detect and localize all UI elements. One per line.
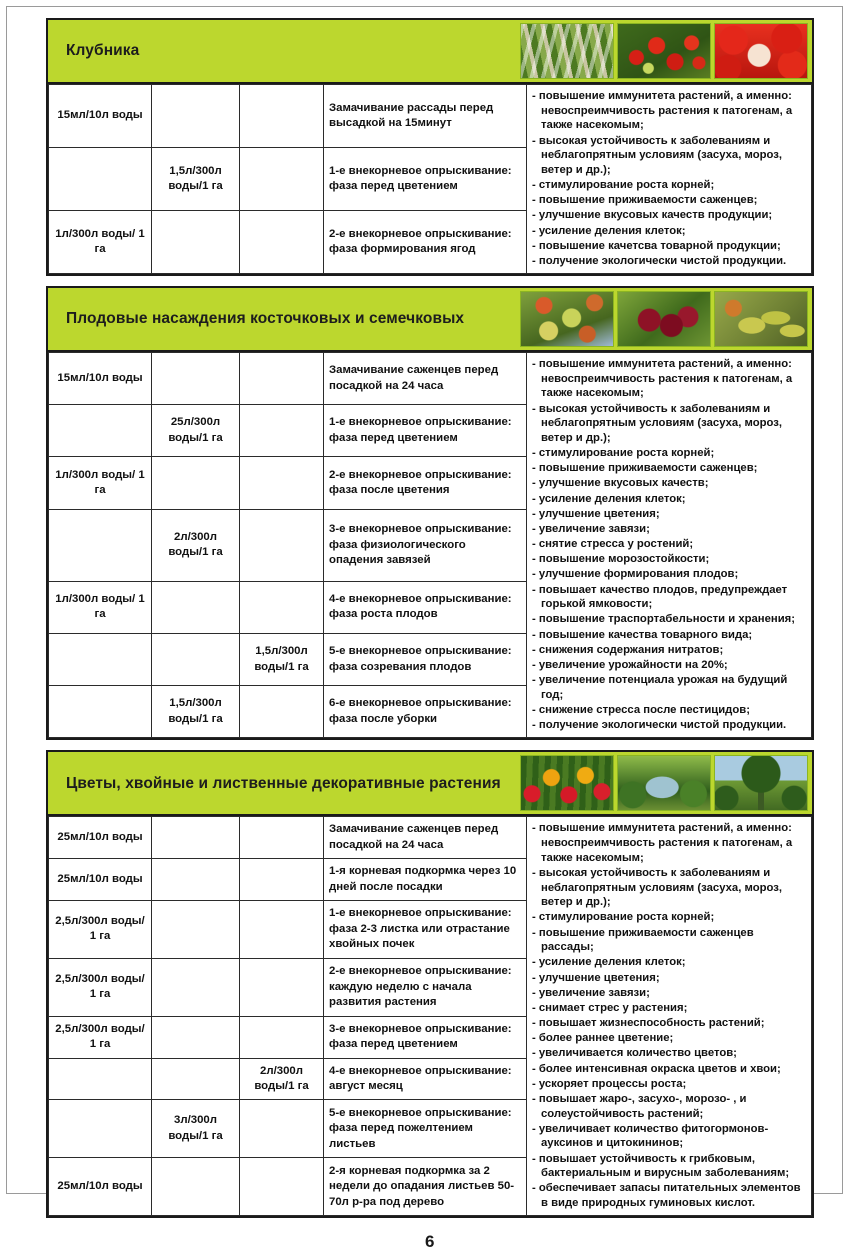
phase-cell: 4-е внекорневое опрыскивание: август месяц xyxy=(324,1058,527,1100)
conifer-garden-photo xyxy=(617,755,711,811)
benefit-item: - высокая устойчивость к заболеваниям и неблагопрятным условиям (засуха, мороз, ветер и др.); xyxy=(532,134,782,176)
benefit-item: - высокая устойчивость к заболеваниям и неблагопрятным условиям (засуха, мороз, ветер и др.); xyxy=(532,866,782,909)
sections-container xyxy=(46,18,814,1218)
benefit-item: - повышение иммунитета растений, а именно: невоспреимчивость растения к патогенам, а также насекомым; xyxy=(532,90,793,132)
benefit-item: - повышение иммунитета растений, а именно: невоспреимчивость растения к патогенам, а также насекомым; xyxy=(532,358,793,400)
benefit-item: - более интенсивная окраска цветов и хвои; xyxy=(532,1062,781,1075)
dose-col-1-cell: 1л/300л воды/ 1 га xyxy=(49,581,152,633)
benefit-item: - повышение траспортабельности и хранения; xyxy=(532,613,796,626)
benefits-list xyxy=(532,821,806,1210)
dose-col-1-cell xyxy=(49,686,152,738)
phase-cell: 1-е внекорневое опрыскивание: фаза 2-3 листка или отрастание хвойных почек xyxy=(324,900,527,958)
dose-col-2-cell: 1,5л/300л воды/1 га xyxy=(152,148,240,211)
dose-col-3-cell xyxy=(240,509,324,581)
benefit-item: - стимулирование роста корней; xyxy=(532,179,715,192)
dose-col-3-cell xyxy=(240,353,324,405)
dose-col-3-cell xyxy=(240,817,324,859)
section-header-fruit-trees xyxy=(48,288,812,352)
phase-cell: 2-е внекорневое опрыскивание: фаза после цветения xyxy=(324,457,527,509)
phase-cell: 2-е внекорневое опрыскивание: фаза формирования ягод xyxy=(324,211,527,274)
benefit-item: - улучшение вкусовых качеств продукции; xyxy=(532,209,773,222)
phase-cell: Замачивание саженцев перед посадкой на 24 часа xyxy=(324,817,527,859)
dose-col-1-cell: 2,5л/300л воды/ 1 га xyxy=(49,900,152,958)
benefit-item: - ускоряет процессы роста; xyxy=(532,1077,687,1090)
strawberry-field-photo xyxy=(520,23,614,79)
table-row xyxy=(49,817,812,859)
dose-col-3-cell: 2л/300л воды/1 га xyxy=(240,1058,324,1100)
benefit-item: - увеличение урожайности на 20%; xyxy=(532,659,728,671)
dose-col-2-cell xyxy=(152,900,240,958)
dose-col-2-cell: 3л/300л воды/1 га xyxy=(152,1100,240,1158)
dose-col-3-cell xyxy=(240,958,324,1016)
dose-col-3-cell xyxy=(240,1158,324,1216)
benefit-item: - повышение качества товарного вида; xyxy=(532,628,753,641)
treatment-table-flowers-conifers xyxy=(48,816,812,1216)
phase-cell: 2-е внекорневое опрыскивание: каждую неделю с начала развития растения xyxy=(324,958,527,1016)
benefit-item: - повышение иммунитета растений, а именно: невоспреимчивость растения к патогенам, а также насекомым; xyxy=(532,822,793,864)
benefit-item: - повышает жизнеспособность растений; xyxy=(532,1017,765,1030)
dose-col-3-cell xyxy=(240,900,324,958)
dose-col-2-cell xyxy=(152,1058,240,1100)
dose-col-3-cell: 1,5л/300л воды/1 га xyxy=(240,634,324,686)
apple-tree-photo xyxy=(520,291,614,347)
section-title: Плодовые насаждения косточковых и семечковых xyxy=(66,310,465,328)
benefit-item: - повышает жаро-, засухо-, морозо- , и солеустойчивость растений; xyxy=(532,1092,747,1120)
benefit-item: - повышение приживаемости саженцев рассады; xyxy=(532,926,754,954)
benefit-item: - улучшение цветения; xyxy=(532,971,660,984)
benefits-list xyxy=(532,357,806,733)
page-content xyxy=(46,18,814,1252)
phase-cell: Замачивание саженцев перед посадкой на 24 часа xyxy=(324,353,527,405)
benefit-item: - увеличение потенциала урожая на будущий год; xyxy=(532,674,788,701)
benefit-item: - снижения содержания нитратов; xyxy=(532,643,724,656)
topiary-photo xyxy=(714,755,808,811)
dose-col-3-cell xyxy=(240,457,324,509)
phase-cell: 2-я корневая подкормка за 2 недели до опадания листьев 50-70л р-ра под дерево xyxy=(324,1158,527,1216)
dose-col-2-cell xyxy=(152,353,240,405)
benefit-item: - усиление деления клеток; xyxy=(532,224,686,237)
section-title: Цветы, хвойные и лиственные декоративные растения xyxy=(66,774,501,792)
phase-cell: 4-е внекорневое опрыскивание: фаза роста плодов xyxy=(324,581,527,633)
dose-col-3-cell xyxy=(240,1100,324,1158)
dose-col-1-cell: 2,5л/300л воды/ 1 га xyxy=(49,1016,152,1058)
dose-col-1-cell xyxy=(49,148,152,211)
benefit-item: - улучшение цветения; xyxy=(532,507,660,520)
benefit-item: - получение экологически чистой продукции. xyxy=(532,719,787,732)
benefits-cell xyxy=(527,817,812,1216)
dose-col-1-cell: 1л/300л воды/ 1 га xyxy=(49,211,152,274)
treatment-table-strawberry xyxy=(48,84,812,274)
benefit-item: - повышает устойчивость к грибковым, бактериальным и вирусным заболеваниям; xyxy=(532,1152,790,1180)
cherry-photo xyxy=(617,291,711,347)
benefits-cell xyxy=(527,353,812,738)
dose-col-1-cell xyxy=(49,405,152,457)
table-row xyxy=(49,85,812,148)
phase-cell: 3-е внекорневое опрыскивание: фаза физиологического опадения завязей xyxy=(324,509,527,581)
dose-col-3-cell xyxy=(240,1016,324,1058)
benefit-item: - повышает качество плодов, предупреждает горькой ямковости; xyxy=(532,583,788,611)
phase-cell: 6-е внекорневое опрыскивание: фаза после уборки xyxy=(324,686,527,738)
section-photo-strip xyxy=(520,288,812,350)
phase-cell: 5-е внекорневое опрыскивание: фаза перед пожелтением листьев xyxy=(324,1100,527,1158)
dose-col-1-cell: 25мл/10л воды xyxy=(49,817,152,859)
dose-col-1-cell: 1л/300л воды/ 1 га xyxy=(49,457,152,509)
benefit-item: - снятие стресса у ростений; xyxy=(532,538,694,551)
dose-col-2-cell xyxy=(152,634,240,686)
benefit-item: - высокая устойчивость к заболеваниям и неблагопрятным условиям (засуха, мороз, ветер и др.); xyxy=(532,402,782,444)
section-photo-strip xyxy=(520,752,812,814)
benefit-item: - обеспечивает запасы питательных элементов в виде природных гуминовых кислот. xyxy=(532,1182,801,1210)
tulips-photo xyxy=(520,755,614,811)
treatment-table-fruit-trees xyxy=(48,352,812,738)
benefit-item: - улучшение формирования плодов; xyxy=(532,568,739,581)
dose-col-3-cell xyxy=(240,581,324,633)
benefit-item: - усиление деления клеток; xyxy=(532,956,686,969)
dose-col-2-cell xyxy=(152,958,240,1016)
phase-cell: 3-е внекорневое опрыскивание: фаза перед цветением xyxy=(324,1016,527,1058)
benefit-item: - стимулирование роста корней; xyxy=(532,447,715,460)
dose-col-2-cell: 2л/300л воды/1 га xyxy=(152,509,240,581)
dose-col-3-cell xyxy=(240,85,324,148)
benefit-item: - повышение качетсва товарной продукции; xyxy=(532,239,781,252)
dose-col-2-cell xyxy=(152,817,240,859)
dose-col-2-cell xyxy=(152,1158,240,1216)
page-number: 6 xyxy=(425,1232,435,1252)
dose-col-2-cell xyxy=(152,85,240,148)
dose-col-3-cell xyxy=(240,686,324,738)
phase-cell: Замачивание рассады перед высадкой на 15минут xyxy=(324,85,527,148)
benefit-item: - увеличивает количество фитогормонов-ауксинов и цитокининов; xyxy=(532,1122,769,1150)
dose-col-2-cell xyxy=(152,211,240,274)
benefit-item: - увеличение завязи; xyxy=(532,522,650,535)
benefit-item: - повышение приживаемости саженцев; xyxy=(532,194,758,207)
section-header-flowers-conifers xyxy=(48,752,812,816)
dose-col-2-cell: 1,5л/300л воды/1 га xyxy=(152,686,240,738)
dose-col-1-cell xyxy=(49,634,152,686)
benefit-item: - снимает стрес у растения; xyxy=(532,1001,688,1014)
benefits-list xyxy=(532,89,806,269)
dose-col-3-cell xyxy=(240,148,324,211)
phase-cell: 1-е внекорневое опрыскивание: фаза перед цветением xyxy=(324,405,527,457)
dose-col-1-cell: 15мл/10л воды xyxy=(49,353,152,405)
dose-col-1-cell xyxy=(49,1100,152,1158)
dose-col-2-cell xyxy=(152,581,240,633)
dose-col-2-cell xyxy=(152,457,240,509)
phase-cell: 1-я корневая подкормка через 10 дней после посадки xyxy=(324,859,527,901)
section-photo-strip xyxy=(520,20,812,82)
section-header-strawberry xyxy=(48,20,812,84)
dose-col-3-cell xyxy=(240,859,324,901)
dose-col-1-cell: 25мл/10л воды xyxy=(49,859,152,901)
strawberry-closeup-photo xyxy=(714,23,808,79)
dose-col-1-cell xyxy=(49,509,152,581)
section-strawberry xyxy=(46,18,814,276)
dose-col-2-cell xyxy=(152,859,240,901)
dose-col-3-cell xyxy=(240,211,324,274)
section-flowers-conifers xyxy=(46,750,814,1218)
section-fruit-trees xyxy=(46,286,814,740)
benefits-cell xyxy=(527,85,812,274)
phase-cell: 5-е внекорневое опрыскивание: фаза созревания плодов xyxy=(324,634,527,686)
benefit-item: - усиление деления клеток; xyxy=(532,492,686,505)
dose-col-2-cell xyxy=(152,1016,240,1058)
benefit-item: - повышение морозостойкости; xyxy=(532,553,710,566)
dose-col-1-cell: 25мл/10л воды xyxy=(49,1158,152,1216)
benefit-item: - получение экологически чистой продукции. xyxy=(532,254,787,267)
dose-col-1-cell: 2,5л/300л воды/ 1 га xyxy=(49,958,152,1016)
dose-col-1-cell xyxy=(49,1058,152,1100)
phase-cell: 1-е внекорневое опрыскивание: фаза перед цветением xyxy=(324,148,527,211)
benefit-item: - стимулирование роста корней; xyxy=(532,911,715,924)
strawberry-bush-photo xyxy=(617,23,711,79)
section-title: Клубника xyxy=(66,42,140,60)
dose-col-2-cell: 25л/300л воды/1 га xyxy=(152,405,240,457)
benefit-item: - увеличение завязи; xyxy=(532,986,650,999)
benefit-item: - улучшение вкусовых качеств; xyxy=(532,477,709,490)
pear-photo xyxy=(714,291,808,347)
benefit-item: - увеличивается количество цветов; xyxy=(532,1047,737,1060)
dose-col-1-cell: 15мл/10л воды xyxy=(49,85,152,148)
dose-col-3-cell xyxy=(240,405,324,457)
benefit-item: - снижение стресса после пестицидов; xyxy=(532,704,750,717)
table-row xyxy=(49,353,812,405)
benefit-item: - более раннее цветение; xyxy=(532,1032,674,1045)
benefit-item: - повышение приживаемости саженцев; xyxy=(532,462,758,475)
